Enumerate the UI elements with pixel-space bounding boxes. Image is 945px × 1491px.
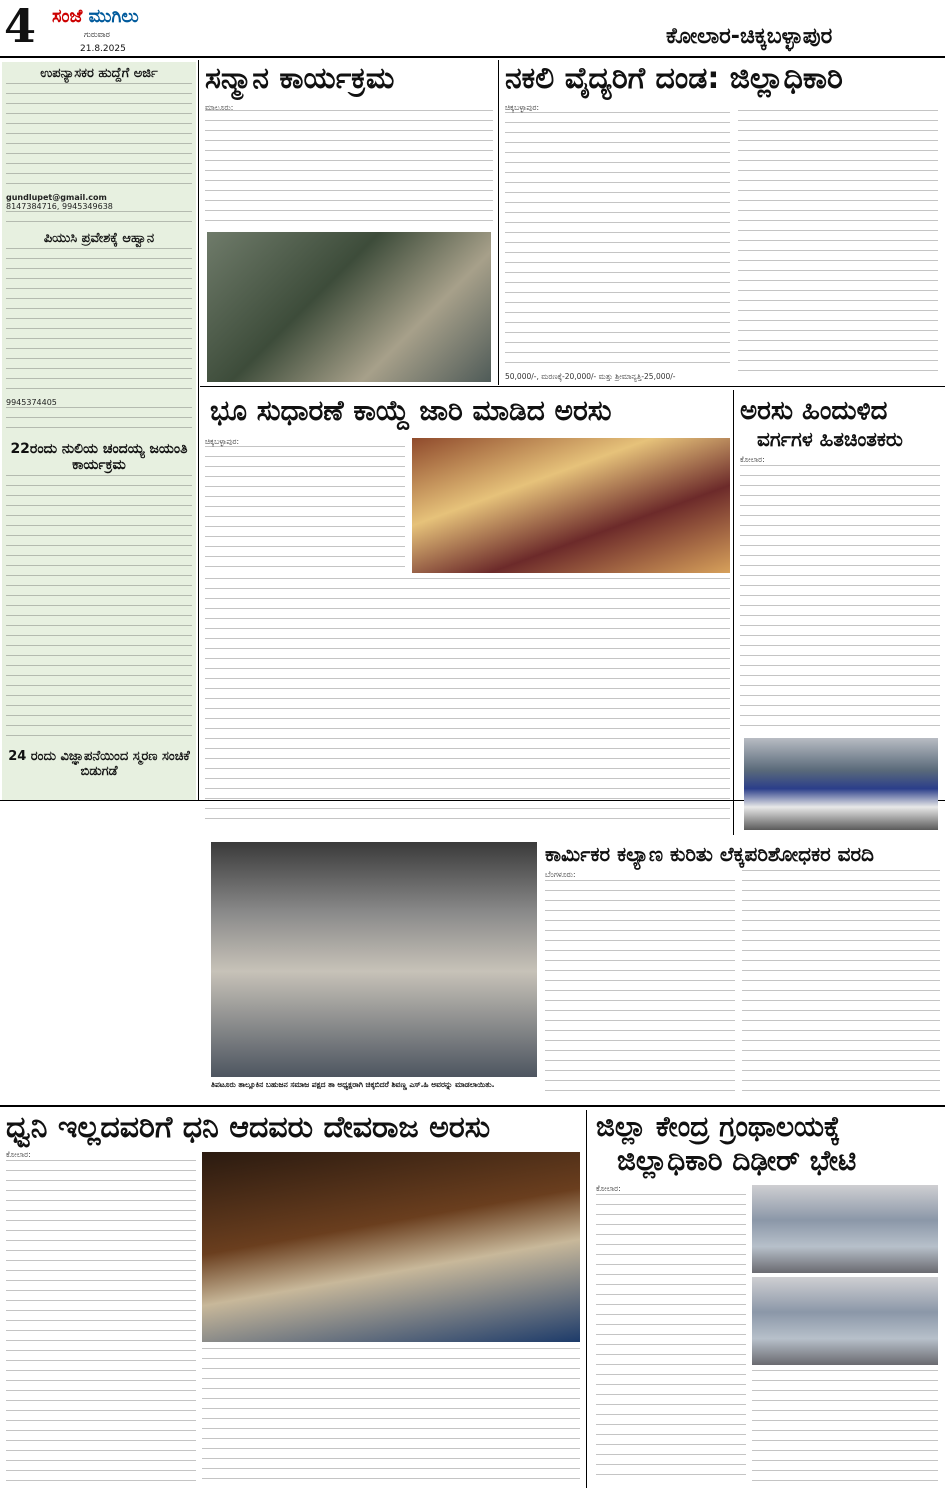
article-5-headline: ಕಾರ್ಮಿಕರ ಕಲ್ಯಾಣ ಕುರಿತು ಲೆಕ್ಕಪರಿಶೋಧಕರ ವರದಿ: [545, 842, 874, 866]
article-1-photo: [207, 232, 491, 382]
article-5-body: [545, 880, 735, 1095]
col-divider: [198, 60, 199, 800]
col-divider: [586, 1110, 587, 1488]
article-5-body-2: [742, 870, 940, 1095]
article-4-photo: [744, 738, 938, 830]
article-7-photo-1: [752, 1185, 938, 1273]
photo-caption: ತಿಪಟೂರು ತಾಲ್ಲೂಕಿನ ಬಹುಜನ ಸಮಾಜ ಪಕ್ಷದ ತಾ ಅಧ್ಯಕ್ಷರಾಗಿ ಚಿಕ್ಕಬಿದರೆ ಶಿವಣ್ಣ ಎಸ್.ಹಿ ಅವರನ್ನು ಮಾಡಲಾಯಿತು.: [211, 1080, 495, 1089]
article-2-fines: 50,000/-, ಮರಣಕ್ಕೆ-20,000/- ಮತ್ತು ಶ್ರೀಮಾನ್ಯತ್ತಿ-25,000/-: [505, 372, 676, 381]
left-item-body-2b: [6, 407, 192, 437]
region-title: ಕೋಲಾರ-ಚಿಕ್ಕಬಳ್ಳಾಪುರ: [666, 24, 833, 49]
row-divider: [200, 386, 945, 387]
article-6-body: [6, 1160, 196, 1485]
article-5-dateline: ಬೆಂಗಳೂರು:: [545, 870, 576, 879]
article-3-dateline: ಚಿಕ್ಕಬಳ್ಳಾಪುರ:: [205, 437, 239, 446]
article-4-dateline: ಕೋಲಾರ:: [740, 455, 765, 464]
caption-photo: [211, 842, 537, 1077]
article-3-headline: ಭೂ ಸುಧಾರಣೆ ಕಾಯ್ದೆ ಜಾರಿ ಮಾಡಿದ ಅರಸು: [210, 394, 612, 427]
article-2-headline: ನಕಲಿ ವೈದ್ಯರಿಗೆ ದಂಡ: ಜಿಲ್ಲಾಧಿಕಾರಿ: [505, 61, 843, 96]
article-2-body-2: [738, 110, 938, 380]
masthead-logo: [52, 6, 139, 27]
logo-part1: ಸಂಜೆ: [52, 6, 83, 27]
left-item-email: gundlupet@gmail.com: [6, 193, 107, 202]
col-divider: [733, 390, 734, 835]
left-item-title-2: ಪಿಯುಸಿ ಪ್ರವೇಶಕ್ಕೆ ಆಹ್ವಾನ: [43, 231, 155, 246]
article-6-body-2: [202, 1348, 580, 1486]
left-item-title-4: 24 ರಂದು ವಿಜ್ಞಾಪನೆಯಿಂದ ಸ್ಮರಣ ಸಂಚಿಕೆ ಬಿಡುಗಡೆ: [8, 749, 190, 779]
left-item-body-1b: [6, 211, 192, 227]
left-item-body-1: [6, 83, 192, 193]
left-item-title-3: 22ರಂದು ನುಲಿಯ ಚಂದಯ್ಯ ಜಯಂತಿ ಕಾರ್ಯಕ್ರಮ: [10, 441, 188, 473]
article-6-dateline: ಕೋಲಾರ:: [6, 1150, 31, 1159]
article-3-photo: [412, 438, 730, 573]
article-4-headline-1: ಅರಸು ಹಿಂದುಳಿದ: [740, 396, 888, 426]
article-7-headline-2: ಜಿಲ್ಲಾಧಿಕಾರಿ ದಿಢೀರ್ ಭೇಟಿ: [617, 1144, 857, 1177]
left-item-phones: 8147384716, 9945349638: [6, 202, 113, 211]
article-3-body-2: [205, 578, 730, 828]
row-divider: [0, 1105, 945, 1107]
left-item-body-2: [6, 248, 192, 398]
article-7-dateline: ಕೋಲಾರ:: [596, 1184, 621, 1193]
article-6-photo: [202, 1152, 580, 1342]
article-7-body-2: [752, 1370, 938, 1486]
left-item-title-1: ಉಪನ್ಯಾಸಕರ ಹುದ್ದೆಗೆ ಅರ್ಜಿ: [40, 66, 158, 81]
article-2-dateline: ಚಿಕ್ಕಬಳ್ಳಾಪುರ:: [505, 103, 539, 112]
logo-part2: ಮುಗಿಲು: [88, 6, 139, 27]
header-date: 21.8.2025: [80, 44, 126, 54]
left-item-phone2: 9945374405: [6, 398, 57, 407]
col-divider: [498, 60, 499, 385]
article-2-body: [505, 112, 730, 367]
article-6-headline: ಧ್ವನಿ ಇಲ್ಲದವರಿಗೆ ಧನಿ ಆದವರು ದೇವರಾಜ ಅರಸು: [6, 1110, 491, 1145]
left-column: [2, 62, 196, 800]
article-7-body: [596, 1194, 746, 1484]
header-rule: [0, 56, 945, 58]
left-item-body-3: [6, 475, 192, 745]
article-1-headline: ಸನ್ಮಾನ ಕಾರ್ಯಕ್ರಮ: [205, 61, 395, 96]
article-3-body: [205, 446, 405, 571]
article-7-photo-2: [752, 1277, 938, 1365]
header-day: ಗುರುವಾರ: [84, 30, 110, 39]
article-4-body: [740, 465, 940, 735]
article-7-headline-1: ಜಿಲ್ಲಾ ಕೇಂದ್ರ ಗ್ರಂಥಾಲಯಕ್ಕೆ: [596, 1110, 841, 1143]
article-1-body: [205, 110, 493, 230]
article-4-headline-2: ವರ್ಗಗಳ ಹಿತಚಿಂತಕರು: [757, 427, 903, 451]
page-number: 4: [4, 0, 37, 53]
article-1-dateline: ಮಾಲೂರು:: [205, 103, 234, 112]
